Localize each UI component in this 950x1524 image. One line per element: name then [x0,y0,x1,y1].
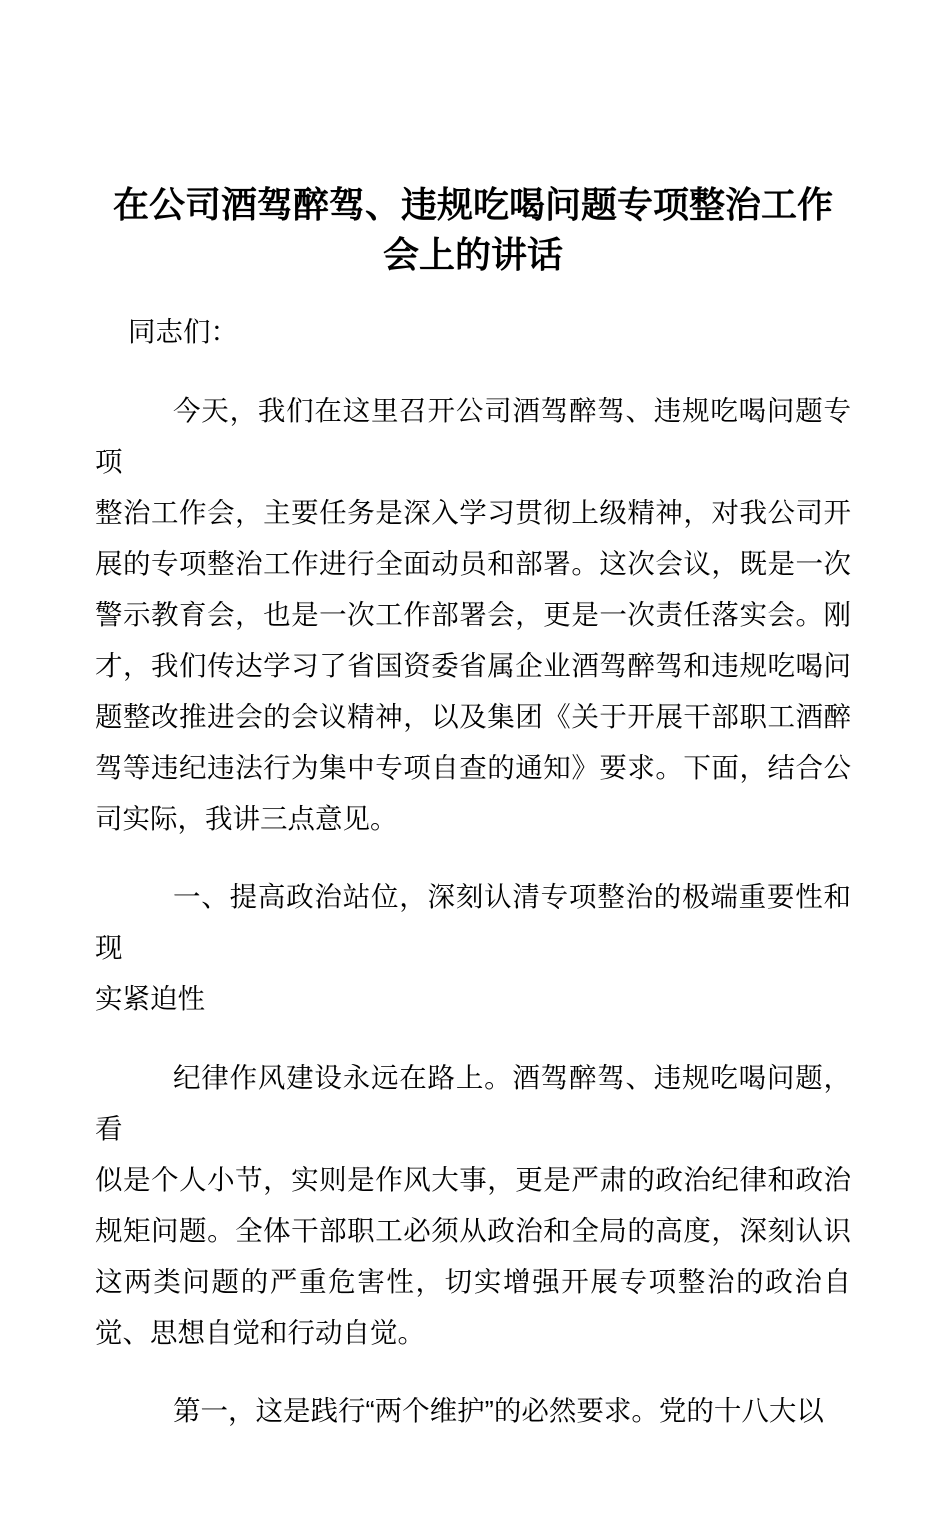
body-line: 同志们： [128,316,238,347]
body-line: 规矩问题。全体干部职工必须从政治和全局的高度，深刻认识 [95,1214,851,1246]
body-line: 才，我们传达学习了省国资委省属企业酒驾醉驾和违规吃喝问 [95,649,851,681]
body-line: 司实际，我讲三点意见。 [95,802,398,834]
body-line: 警示教育会，也是一次工作部署会，更是一次责任落实会。刚 [95,598,851,630]
document-body [95,306,851,1436]
title-line-1: 在公司酒驾醉驾、违规吃喝问题专项整治工作 [112,184,833,225]
body-line: 似是个人小节，实则是作风大事，更是严肃的政治纪律和政治 [95,1163,851,1195]
body-line: 觉、思想自觉和行动自觉。 [95,1316,425,1348]
document-title [95,180,851,280]
heading-line: 一、提高政治站位，深刻认清专项整治的极端重要性和现 [95,881,851,963]
body-line: 今天，我们在这里召开公司酒驾醉驾、违规吃喝问题专项 [95,394,851,477]
body-line: 题整改推进会的会议精神，以及集团《关于开展干部职工酒醉 [95,700,851,732]
body-line: 第一，这是践行“两个维护”的必然要求。党的十八大以 [173,1395,824,1426]
title-line-2: 会上的讲话 [382,234,563,275]
body-line: 整治工作会，主要任务是深入学习贯彻上级精神，对我公司开 [95,496,851,528]
body-line: 纪律作风建设永远在路上。酒驾醉驾、违规吃喝问题，看 [95,1061,851,1144]
document-page [0,180,950,1524]
body-line: 展的专项整治工作进行全面动员和部署。这次会议，既是一次 [95,547,851,579]
heading-line: 实紧迫性 [95,983,205,1014]
body-line: 驾等违纪违法行为集中专项自查的通知》要求。下面，结合公 [95,751,851,783]
body-line: 这两类问题的严重危害性，切实增强开展专项整治的政治自 [95,1265,851,1297]
